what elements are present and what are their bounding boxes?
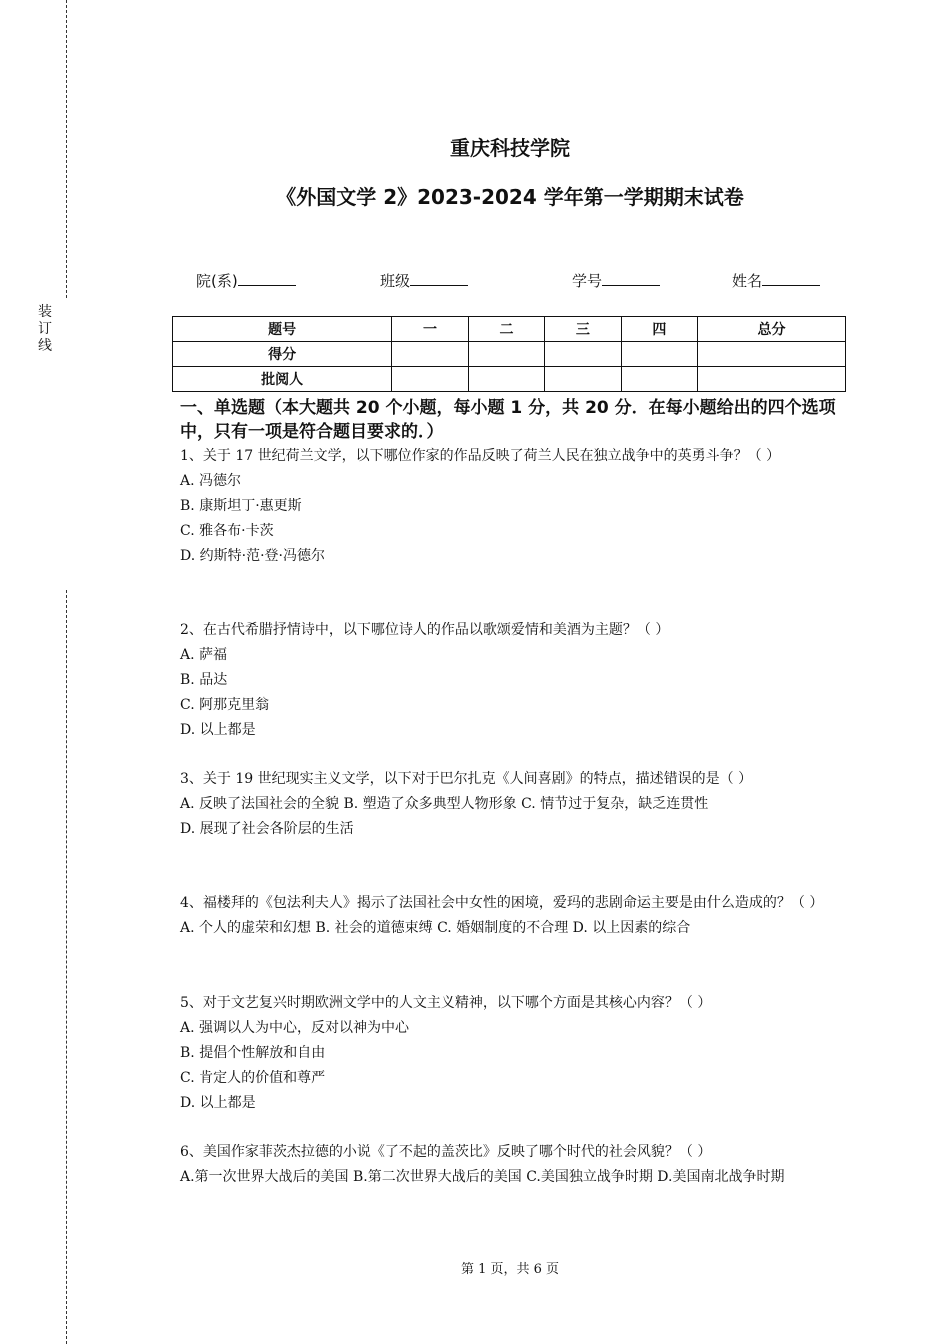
score-header-cell: 二 xyxy=(468,317,544,342)
question-option: D. 以上都是 xyxy=(180,722,256,738)
score-row-label: 批阅人 xyxy=(173,367,392,392)
question-stem: 6、美国作家菲茨杰拉德的小说《了不起的盖茨比》反映了哪个时代的社会风貌？（ ） xyxy=(180,1144,712,1160)
score-cell[interactable] xyxy=(545,367,621,392)
question-option: B. 提倡个性解放和自由 xyxy=(180,1045,326,1061)
score-cell[interactable] xyxy=(621,367,697,392)
page-footer: 第 1 页，共 6 页 xyxy=(460,1262,560,1277)
score-cell[interactable] xyxy=(468,367,544,392)
score-row-label: 得分 xyxy=(173,342,392,367)
school-name: 重庆科技学院 xyxy=(450,136,570,160)
question-stem: 1、关于 17 世纪荷兰文学，以下哪位作家的作品反映了荷兰人民在独立战争中的英勇斗争？（ ） xyxy=(180,448,781,464)
question-option: D. 展现了社会各阶层的生活 xyxy=(180,821,354,837)
binding-char: 订 xyxy=(38,321,52,337)
binding-label xyxy=(38,304,54,355)
score-cell[interactable] xyxy=(468,342,544,367)
question-5 xyxy=(180,991,840,1116)
question-option: A. 强调以人为中心，反对以神为中心 xyxy=(180,1020,410,1036)
score-cell[interactable] xyxy=(392,342,468,367)
dept-blank[interactable] xyxy=(238,271,296,286)
class-label: 班级 xyxy=(380,272,411,290)
question-option: C. 雅各布·卡茨 xyxy=(180,523,274,539)
student-id-field xyxy=(572,270,660,291)
section-title: 一、单选题（本大题共 20 个小题，每小题 1 分，共 20 分．在每小题给出的四个选项中，只有一项是符合题目要求的．） xyxy=(180,398,836,442)
score-header-cell: 三 xyxy=(545,317,621,342)
question-option: A. 萨福 xyxy=(180,647,228,663)
question-6 xyxy=(180,1140,840,1190)
student-id-blank[interactable] xyxy=(602,271,660,286)
score-table-row xyxy=(173,367,846,392)
question-option: B. 品达 xyxy=(180,672,228,688)
score-header-cell: 总分 xyxy=(698,317,846,342)
question-option: D. 约斯特·范·登·冯德尔 xyxy=(180,548,325,564)
name-label: 姓名 xyxy=(732,272,763,290)
binding-dashed-line-bottom xyxy=(66,590,67,1344)
binding-char: 线 xyxy=(38,338,52,354)
question-4 xyxy=(180,891,840,941)
score-cell[interactable] xyxy=(698,342,846,367)
score-table-row xyxy=(173,342,846,367)
dept-label: 院(系) xyxy=(196,272,238,290)
question-stem: 4、福楼拜的《包法利夫人》揭示了法国社会中女性的困境，爱玛的悲剧命运主要是由什么造成的？（ ） xyxy=(180,895,824,911)
question-option: A. 冯德尔 xyxy=(180,473,242,489)
class-blank[interactable] xyxy=(410,271,468,286)
score-cell[interactable] xyxy=(621,342,697,367)
exam-title: 《外国文学 2》2023-2024 学年第一学期期末试卷 xyxy=(276,185,744,209)
question-3 xyxy=(180,767,840,842)
score-header-cell: 四 xyxy=(621,317,697,342)
question-option: C. 阿那克里翁 xyxy=(180,697,270,713)
question-option: A.第一次世界大战后的美国 B.第二次世界大战后的美国 C.美国独立战争时期 D.美国南北战争时期 xyxy=(180,1169,785,1185)
score-cell[interactable] xyxy=(545,342,621,367)
question-option: B. 康斯坦丁·惠更斯 xyxy=(180,498,302,514)
question-stem: 5、对于文艺复兴时期欧洲文学中的人文主义精神，以下哪个方面是其核心内容？（ ） xyxy=(180,995,712,1011)
score-cell[interactable] xyxy=(392,367,468,392)
question-option: A. 个人的虚荣和幻想 B. 社会的道德束缚 C. 婚姻制度的不合理 D. 以上因素的综合 xyxy=(180,920,691,936)
question-option: A. 反映了法国社会的全貌 B. 塑造了众多典型人物形象 C. 情节过于复杂，缺乏连贯性 xyxy=(180,796,709,812)
class-field xyxy=(380,270,468,291)
name-field xyxy=(732,270,820,291)
question-option: C. 肯定人的价值和尊严 xyxy=(180,1070,326,1086)
score-table xyxy=(172,316,846,392)
question-2 xyxy=(180,618,840,743)
student-id-label: 学号 xyxy=(572,272,603,290)
binding-char: 装 xyxy=(38,304,52,320)
score-table-header-row xyxy=(173,317,846,342)
dept-field xyxy=(196,270,296,291)
name-blank[interactable] xyxy=(762,271,820,286)
score-header-cell: 题号 xyxy=(173,317,392,342)
score-header-cell: 一 xyxy=(392,317,468,342)
question-stem: 3、关于 19 世纪现实主义文学，以下对于巴尔扎克《人间喜剧》的特点，描述错误的是（ ） xyxy=(180,771,753,787)
score-cell[interactable] xyxy=(698,367,846,392)
question-1 xyxy=(180,444,840,569)
question-stem: 2、在古代希腊抒情诗中，以下哪位诗人的作品以歌颂爱情和美酒为主题？（ ） xyxy=(180,622,670,638)
question-option: D. 以上都是 xyxy=(180,1095,256,1111)
